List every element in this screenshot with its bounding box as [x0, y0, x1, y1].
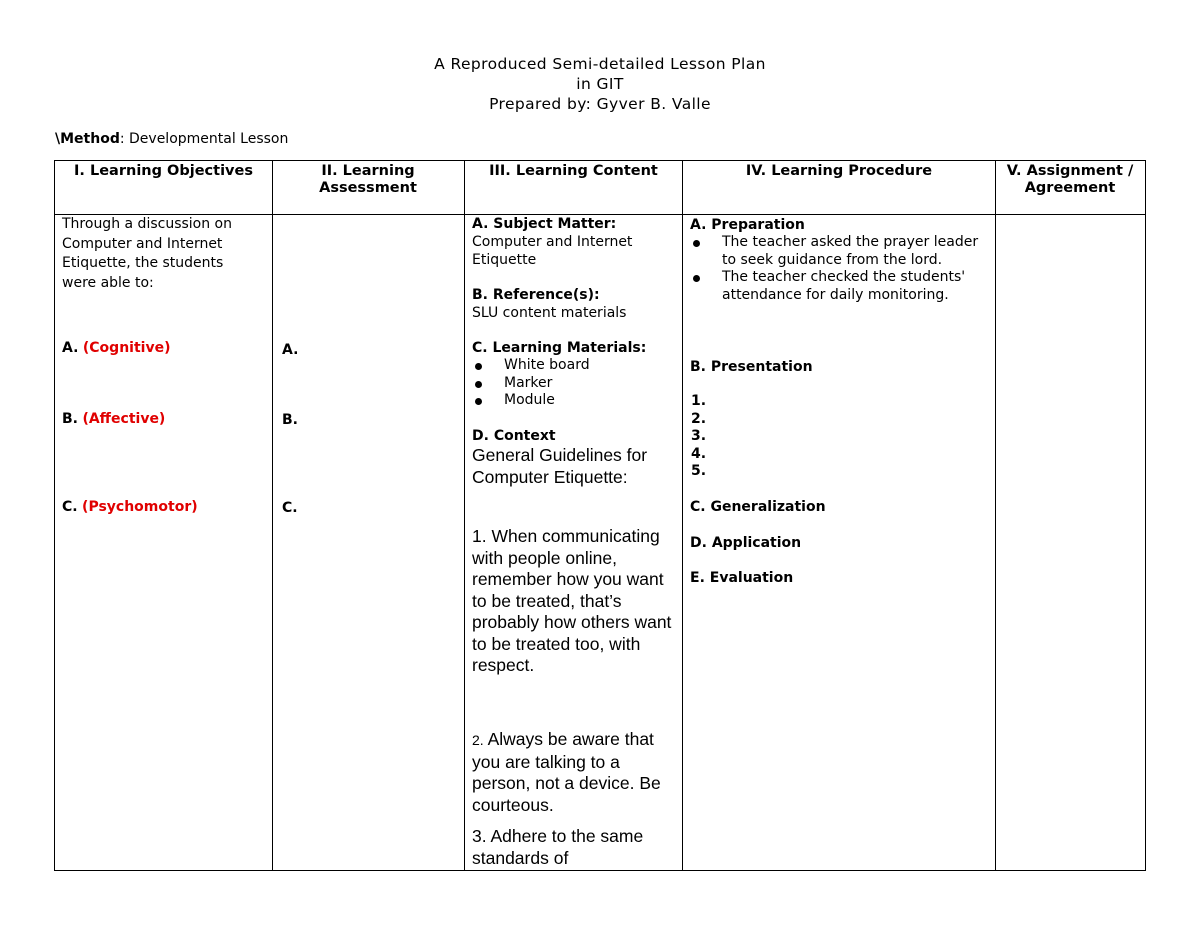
context-title: General Guidelines for Computer Etiquette: [472, 445, 648, 487]
context-heading: D. Context [472, 427, 556, 444]
evaluation-heading: E. Evaluation [690, 570, 794, 586]
material-item: Marker [472, 375, 677, 393]
presentation-number: 1. [691, 393, 707, 409]
guideline-1: 1. When communicating with people online, remember how you want to be treated, that’s probably how others want to be treated too, with respect. [472, 526, 672, 675]
objectives-intro: Through a discussion on Computer and Internet Etiquette, the students were able to: [62, 216, 232, 291]
application-heading: D. Application [690, 535, 802, 551]
reference-heading: B. Reference(s): [472, 287, 600, 303]
assessment-a: A. [282, 342, 299, 358]
objective-cognitive: A. (Cognitive) [62, 340, 171, 356]
presentation-number: 4. [691, 445, 707, 462]
reference-value: SLU content materials [472, 305, 627, 321]
procedure-preparation [690, 216, 988, 304]
assessment-b: B. [282, 412, 298, 428]
presentation-heading: B. Presentation [690, 359, 813, 375]
title-line-1: A Reproduced Semi-detailed Lesson Plan [434, 55, 766, 73]
lesson-plan-table [54, 160, 1146, 871]
method-label: \Method [55, 131, 120, 147]
guideline-2: 2. Always be aware that you are talking to a person, not a device. Be courteous. [472, 729, 661, 815]
column-header-assignment: V. Assignment / Agreement [1006, 163, 1134, 196]
column-header-assessment: II. Learning Assessment [319, 163, 417, 196]
guideline-3: 3. Adhere to the same standards of [472, 826, 644, 868]
column-header-procedure: IV. Learning Procedure [745, 163, 933, 179]
objective-psychomotor: C. (Psychomotor) [62, 499, 198, 515]
material-item: Module [472, 392, 677, 410]
presentation-number: 5. [691, 463, 707, 479]
title-line-2: in GIT [576, 75, 624, 93]
assessment-c: C. [282, 500, 298, 516]
method-value: : Developmental Lesson [119, 131, 289, 147]
content-section [472, 215, 677, 445]
presentation-number: 3. [691, 428, 707, 444]
presentation-number: 2. [691, 410, 707, 427]
preparation-heading: A. Preparation [690, 217, 805, 233]
method-line [55, 131, 288, 147]
subject-matter-value: Computer and Internet Etiquette [472, 234, 633, 268]
column-header-objectives: I. Learning Objectives [74, 163, 253, 179]
title-line-3: Prepared by: Gyver B. Valle [489, 95, 711, 113]
materials-heading: C. Learning Materials: [472, 340, 647, 356]
preparation-item: The teacher checked the students' attendance for daily monitoring. [690, 269, 988, 304]
subject-matter-heading: A. Subject Matter: [472, 216, 617, 232]
material-item: White board [472, 357, 677, 375]
objective-affective: B. (Affective) [62, 411, 166, 427]
generalization-heading: C. Generalization [690, 499, 826, 515]
preparation-item: The teacher asked the prayer leader to seek guidance from the lord. [690, 234, 988, 269]
column-header-content: III. Learning Content [489, 163, 658, 179]
presentation-numbers [691, 393, 706, 481]
